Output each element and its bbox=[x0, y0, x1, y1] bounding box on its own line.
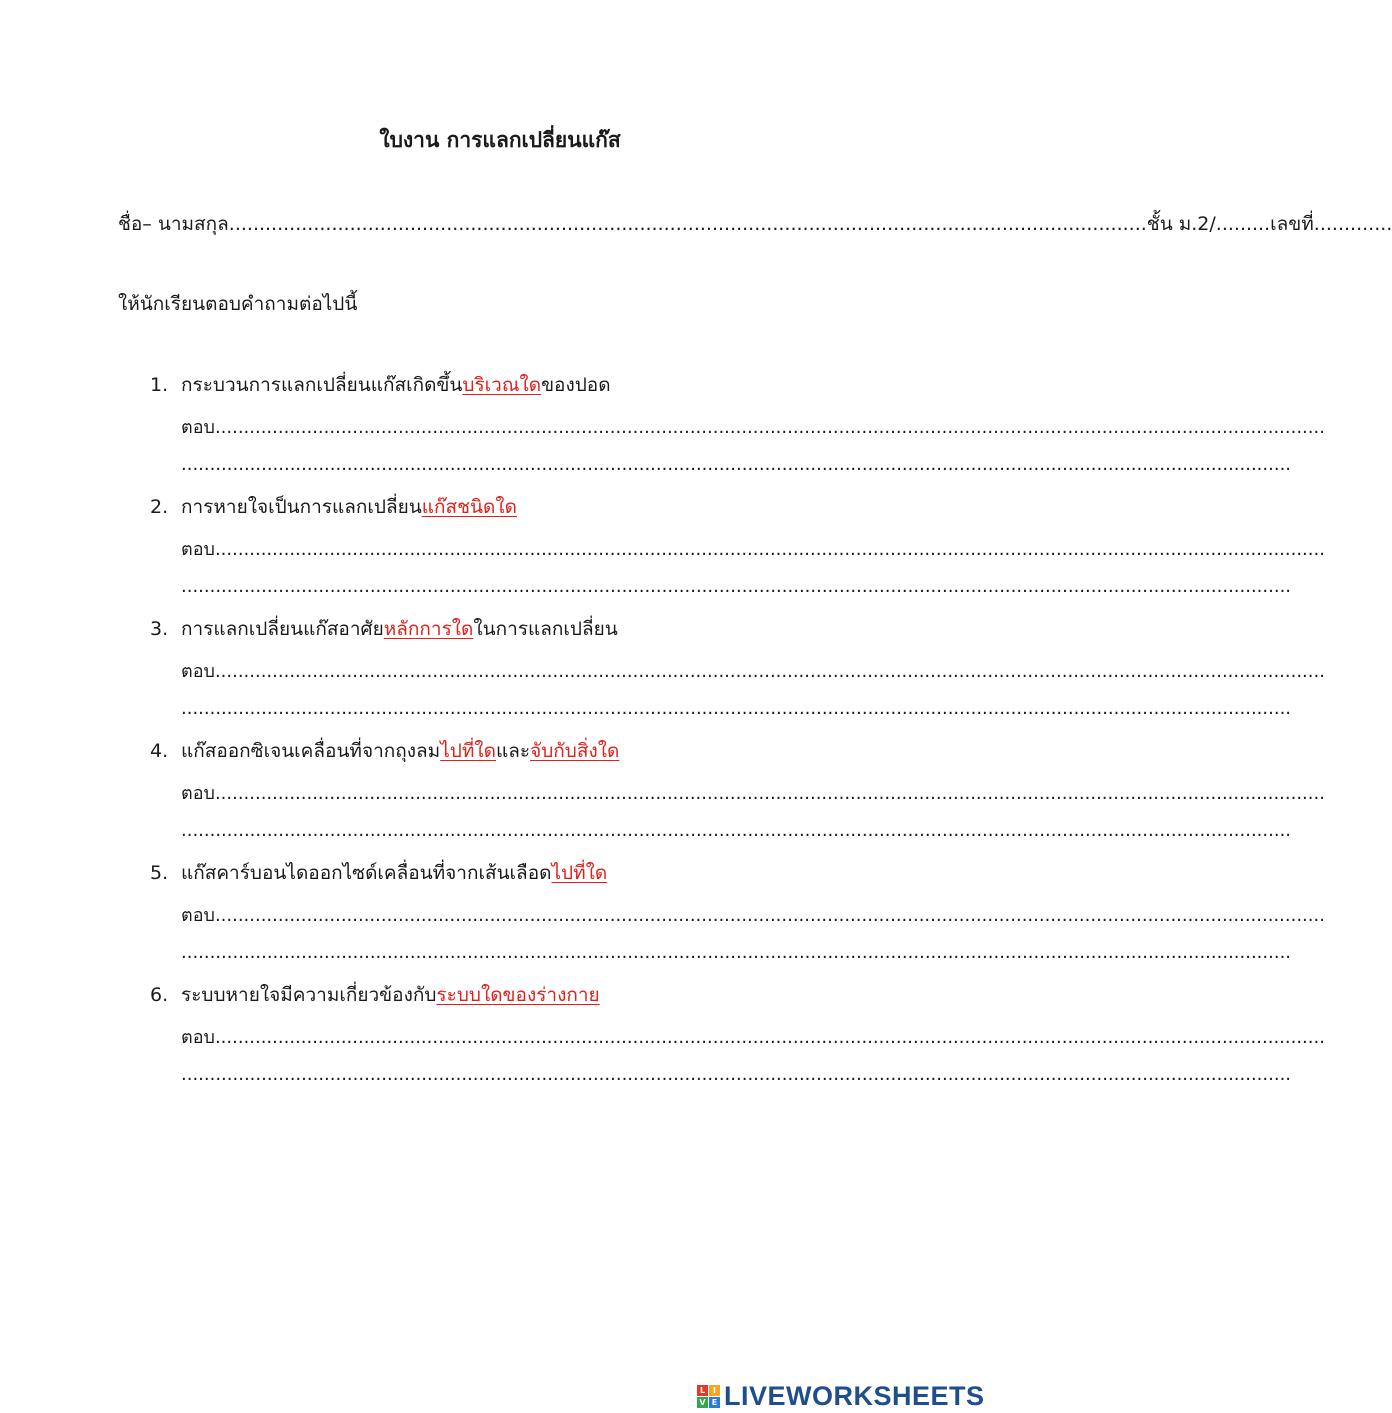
answer-line-2[interactable] bbox=[181, 454, 1292, 475]
question-list bbox=[150, 370, 1325, 1102]
question-prefix: ระบบหายใจมีความเกี่ยวข้องกับ bbox=[181, 984, 437, 1006]
question-number: 5. bbox=[150, 862, 169, 884]
answer-label: ตอบ bbox=[181, 539, 215, 560]
question-prefix: แก๊สคาร์บอนไดออกไซด์เคลื่อนที่จากเส้นเลือด bbox=[181, 862, 552, 884]
question-prefix: การแลกเปลี่ยนแก๊สอาศัย bbox=[181, 618, 384, 640]
question-text bbox=[150, 370, 611, 400]
question-prefix: การหายใจเป็นการแลกเปลี่ยน bbox=[181, 496, 422, 518]
answer-field-2[interactable]: .................................................................................................................................................................................................. bbox=[181, 454, 1292, 475]
worksheet-title: ใบงาน การแลกเปลี่ยนแก๊ส bbox=[379, 128, 621, 152]
answer-line[interactable] bbox=[181, 534, 1325, 563]
question-number: 3. bbox=[150, 618, 169, 640]
answer-label: ตอบ bbox=[181, 1027, 215, 1048]
answer-field[interactable]: .................................................................................................................................................................................................. bbox=[214, 783, 1325, 804]
question-text bbox=[150, 736, 619, 766]
liveworksheets-logo bbox=[697, 1381, 985, 1412]
class-label: ชั้น ม.2/ bbox=[1146, 213, 1216, 235]
answer-line-2[interactable] bbox=[181, 1064, 1292, 1085]
answer-line-2[interactable] bbox=[181, 576, 1292, 597]
name-label: ชื่อ– นามสกุล bbox=[118, 213, 229, 235]
answer-line-2[interactable] bbox=[181, 698, 1292, 719]
question-prefix: แก๊สออกซิเจนเคลื่อนที่จากถุงลม bbox=[181, 740, 441, 762]
answer-line-2[interactable] bbox=[181, 820, 1292, 841]
answer-line[interactable] bbox=[181, 1022, 1325, 1051]
answer-line[interactable] bbox=[181, 656, 1325, 685]
number-field[interactable]: ............. bbox=[1313, 213, 1392, 235]
question-number: 2. bbox=[150, 496, 169, 518]
question-middle: ในการแลกเปลี่ยน bbox=[473, 618, 618, 640]
question-highlight: ไปที่ใด bbox=[440, 740, 496, 762]
question-highlight: บริเวณใด bbox=[462, 374, 542, 396]
answer-label: ตอบ bbox=[181, 417, 215, 438]
answer-field[interactable]: .................................................................................................................................................................................................. bbox=[214, 539, 1325, 560]
answer-field-2[interactable]: .................................................................................................................................................................................................. bbox=[181, 942, 1292, 963]
answer-line[interactable] bbox=[181, 412, 1325, 441]
answer-label: ตอบ bbox=[181, 661, 215, 682]
question-middle: และ bbox=[495, 740, 531, 762]
question-number: 1. bbox=[150, 374, 169, 396]
logo-text: LIVEWORKSHEETS bbox=[724, 1381, 985, 1411]
question-middle: ของปอด bbox=[541, 374, 611, 396]
question-item bbox=[150, 980, 1325, 1102]
question-highlight: หลักการใด bbox=[383, 618, 474, 640]
logo-tile: L bbox=[697, 1385, 708, 1396]
question-text bbox=[150, 858, 607, 888]
question-highlight-2: จับกับสิ่งใด bbox=[530, 740, 620, 762]
answer-line[interactable] bbox=[181, 900, 1325, 929]
question-prefix: กระบวนการแลกเปลี่ยนแก๊สเกิดขึ้น bbox=[181, 374, 463, 396]
instruction-text: ให้นักเรียนตอบคำถามต่อไปนี้ bbox=[118, 293, 358, 315]
answer-line[interactable] bbox=[181, 778, 1325, 807]
question-item bbox=[150, 492, 1325, 614]
question-number: 4. bbox=[150, 740, 169, 762]
question-item bbox=[150, 736, 1325, 858]
question-number: 6. bbox=[150, 984, 169, 1006]
question-highlight: ไปที่ใด bbox=[551, 862, 608, 884]
answer-field-2[interactable]: .................................................................................................................................................................................................. bbox=[181, 820, 1292, 841]
logo-icon bbox=[697, 1385, 720, 1408]
answer-label: ตอบ bbox=[181, 783, 215, 804]
answer-field[interactable]: .................................................................................................................................................................................................. bbox=[214, 905, 1325, 926]
question-text bbox=[150, 980, 600, 1010]
question-text bbox=[150, 492, 517, 522]
answer-field[interactable]: .................................................................................................................................................................................................. bbox=[214, 417, 1325, 438]
answer-line-2[interactable] bbox=[181, 942, 1292, 963]
student-info-line bbox=[118, 209, 1392, 239]
question-item bbox=[150, 370, 1325, 492]
answer-field[interactable]: .................................................................................................................................................................................................. bbox=[214, 661, 1325, 682]
answer-field[interactable]: .................................................................................................................................................................................................. bbox=[214, 1027, 1325, 1048]
number-label: เลขที่ bbox=[1270, 213, 1314, 235]
question-item bbox=[150, 614, 1325, 736]
question-text bbox=[150, 614, 618, 644]
class-field[interactable]: ......... bbox=[1215, 213, 1271, 235]
answer-field-2[interactable]: .................................................................................................................................................................................................. bbox=[181, 698, 1292, 719]
name-field[interactable]: ........................................................................................................................................................ bbox=[228, 213, 1147, 235]
logo-tile: E bbox=[709, 1397, 720, 1408]
answer-field-2[interactable]: .................................................................................................................................................................................................. bbox=[181, 1064, 1292, 1085]
logo-tile: V bbox=[697, 1397, 708, 1408]
answer-field-2[interactable]: .................................................................................................................................................................................................. bbox=[181, 576, 1292, 597]
question-highlight: ระบบใดของร่างกาย bbox=[436, 984, 600, 1006]
logo-tile: I bbox=[709, 1385, 720, 1396]
answer-label: ตอบ bbox=[181, 905, 215, 926]
question-item bbox=[150, 858, 1325, 980]
question-highlight: แก๊สชนิดใด bbox=[421, 496, 517, 518]
